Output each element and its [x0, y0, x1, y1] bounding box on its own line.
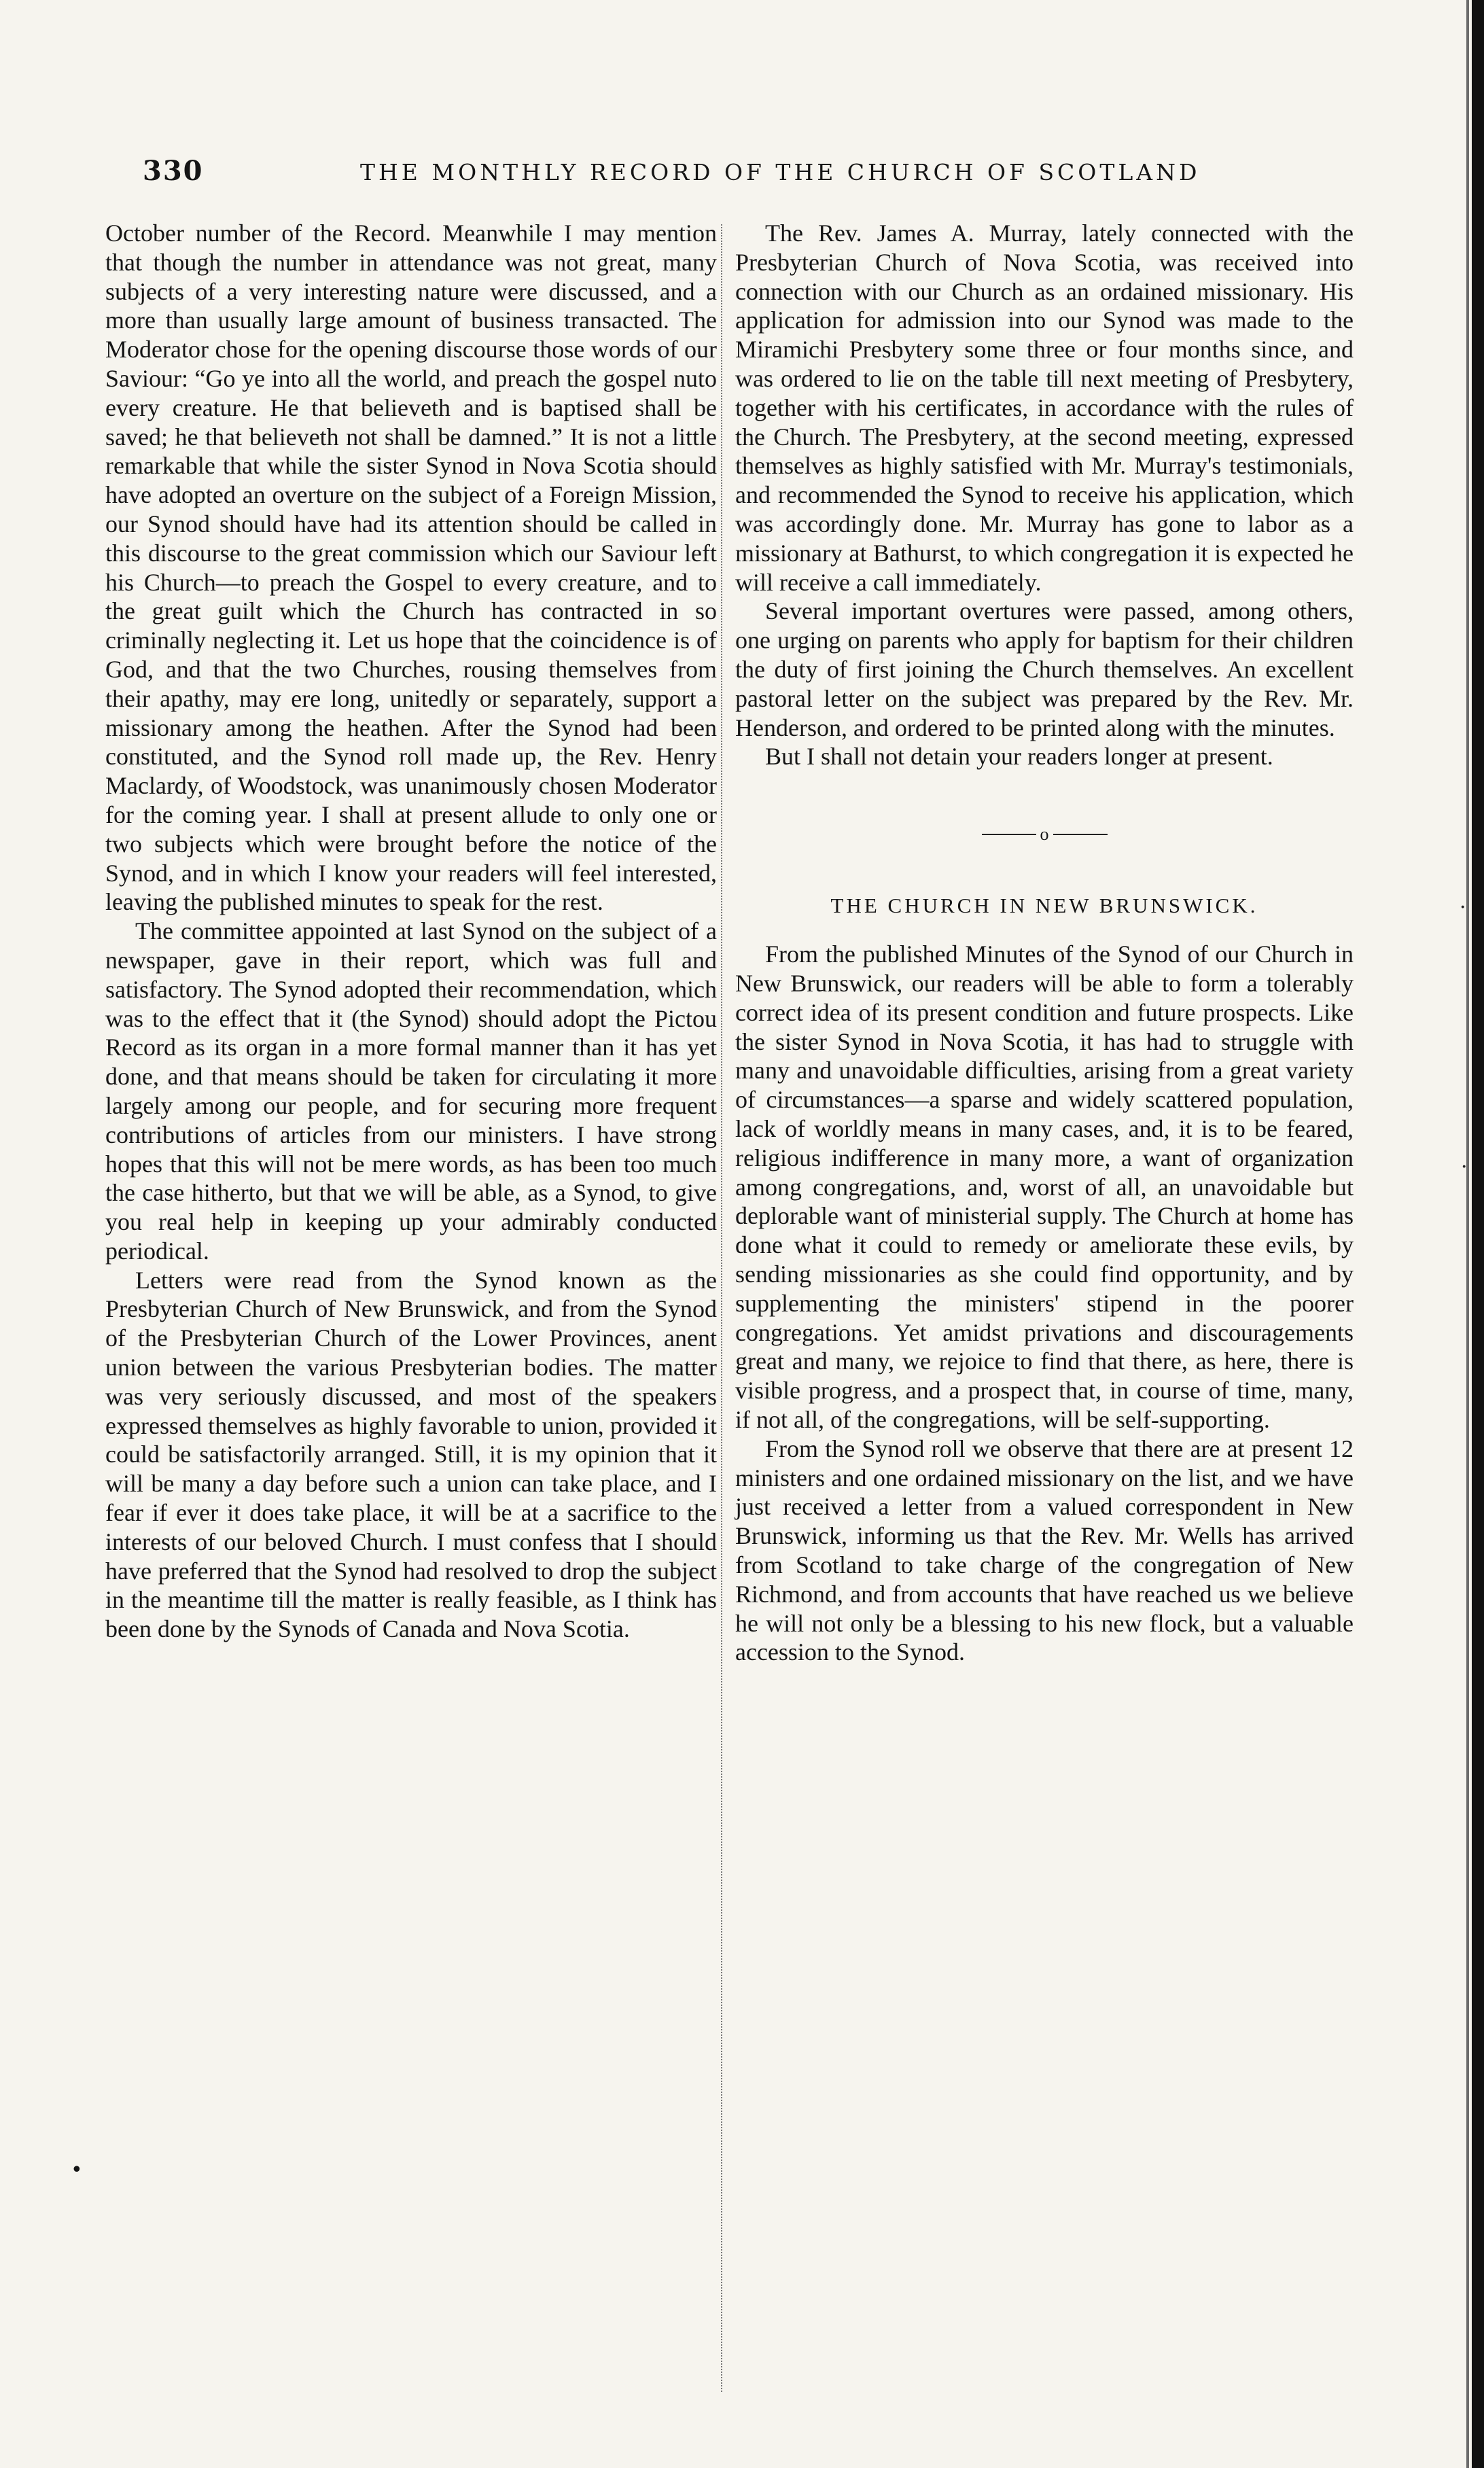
- paragraph: The Rev. James A. Murray, lately connected with the Presbyterian Church of Nova Scotia, was received into connection with our Church as an ordained missionary. His application for admission into our Synod was made to the Miramichi Presbytery some three or four months since, and was ordered to lie on the table till next meeting of Presbytery, together with his certificates, in accordance with the rules of the Church. The Presbytery, at the second meeting, expressed themselves as highly satisfied with Mr. Murray's testimonials, and recommended the Synod to receive his application, which was accordingly done. Mr. Murray has gone to labor as a missionary at Bathurst, to which congregation it is expected he will receive a call immediately.: [735, 219, 1354, 596]
- scan-edge-dark: [1472, 0, 1484, 2468]
- separator-rule-left: [982, 834, 1036, 835]
- margin-tick-mark: ·: [1461, 1155, 1468, 1179]
- section-title: THE CHURCH IN NEW BRUNSWICK.: [830, 894, 1258, 918]
- page-number: 330: [143, 155, 204, 187]
- margin-tick-mark: ·: [1460, 896, 1466, 919]
- paragraph: October number of the Record. Meanwhile I may mention that though the number in attendance was not great, many subjects of a very interesting nature were discussed, and a more than usually large amount of business transacted. The Moderator chose for the opening discourse those words of our Saviour: “Go ye into all the world, and preach the gospel nuto every creature. He that believeth and is baptised shall be saved; he that believeth not shall be damned.” It is not a little remarkable that while the sister Synod in Nova Scotia should have adopted an overture on the subject of a Foreign Mission, our Synod should have had its attention should be called in this discourse to the great commission which our Saviour left his Church—to preach the Gospel to every creature, and to the great guilt which the Church has contracted in so criminally neglecting it. Let us hope that the coincidence is of God, and that the two Churches, rousing themselves from their apathy, may ere long, unitedly or separately, support a missionary among the heathen. After the Synod had been constituted, and the Synod roll made up, the Rev. Henry Maclardy, of Woodstock, was unanimously chosen Moderator for the coming year. I shall at present allude to only one or two subjects which were brought before the notice of the Synod, and in which I know your readers will feel interested, leaving the published minutes to speak for the rest.: [105, 219, 717, 916]
- paragraph: The committee appointed at last Synod on the subject of a newspaper, gave in their report, which was full and satisfactory. The Synod adopted their recommendation, which was to the effect that it (the Synod) should adopt the Pictou Record as its organ in a more formal manner than it has yet done, and that means should be taken for circulating it more largely among our people, and for securing more frequent contributions of articles from our ministers. I have strong hopes that this will not be mere words, as has been too much the case hitherto, but that we will be able, as a Synod, to give you real help in keeping up your admirably conducted periodical.: [105, 917, 717, 1265]
- margin-asterisk-mark: •: [71, 2158, 83, 2182]
- left-column: [105, 219, 717, 1644]
- separator-rule-right: [1053, 834, 1108, 835]
- paragraph: Several important overtures were passed, among others, one urging on parents who apply for baptism for their children the duty of first joining the Church themselves. An excellent pastoral letter on the subject was prepared by the Rev. Mr. Henderson, and ordered to be printed along with the minutes.: [735, 597, 1354, 741]
- paragraph: From the Synod roll we observe that there are at present 12 ministers and one ordained missionary on the list, and we have just received a letter from a valued correspondent in New Brunswick, informing us that the Rev. Mr. Wells has arrived from Scotland to take charge of the congregation of New Richmond, and from accounts that have reached us we believe he will not only be a blessing to his new flock, but a valuable accession to the Synod.: [735, 1434, 1354, 1666]
- separator-mark: o: [1040, 824, 1049, 845]
- paragraph: Letters were read from the Synod known as the Presbyterian Church of New Brunswick, and from the Synod of the Presbyterian Church of the Lower Provinces, anent union between the various Presbyterian bodies. The matter was very seriously discussed, and most of the speakers expressed themselves as highly favorable to union, provided it could be satisfactorily arranged. Still, it is my opinion that it will be many a day before such a union can take place, and I fear if ever it does take place, it will be at a sacrifice to the interests of our beloved Church. I must confess that I should have preferred that the Synod had resolved to drop the subject in the meantime till the matter is really feasible, as I think has been done by the Synods of Canada and Nova Scotia.: [105, 1266, 717, 1643]
- paragraph: From the published Minutes of the Synod of our Church in New Brunswick, our readers will be able to form a tolerably correct idea of its present condition and future prospects. Like the sister Synod in Nova Scotia, it has had to struggle with many and unavoidable difficulties, arising from a great variety of circumstances—a sparse and widely scattered population, lack of worldly means in many cases, and, it is to be feared, religious indifference in many more, a want of organization among congregations, and, worst of all, an unavoidable but deplorable want of ministerial supply. The Church at home has done what it could to remedy or ameliorate these evils, by sending missionaries as she could find opportunity, and by supplementing the ministers' stipend in the poorer congregations. Yet amidst privations and discouragements great and many, we rejoice to find that there, as here, there is visible progress, and a prospect that, in course of time, many, if not all, of the congregations, will be self-supporting.: [735, 940, 1354, 1433]
- scan-edge-shadow: [1466, 0, 1469, 2468]
- right-column: [735, 219, 1354, 1667]
- section-separator: [735, 823, 1354, 845]
- paragraph: But I shall not detain your readers longer at present.: [765, 743, 1273, 771]
- page-header: [143, 155, 1409, 196]
- running-head: THE MONTHLY RECORD OF THE CHURCH OF SCOTLAND: [360, 159, 1201, 186]
- column-divider: [721, 224, 722, 2392]
